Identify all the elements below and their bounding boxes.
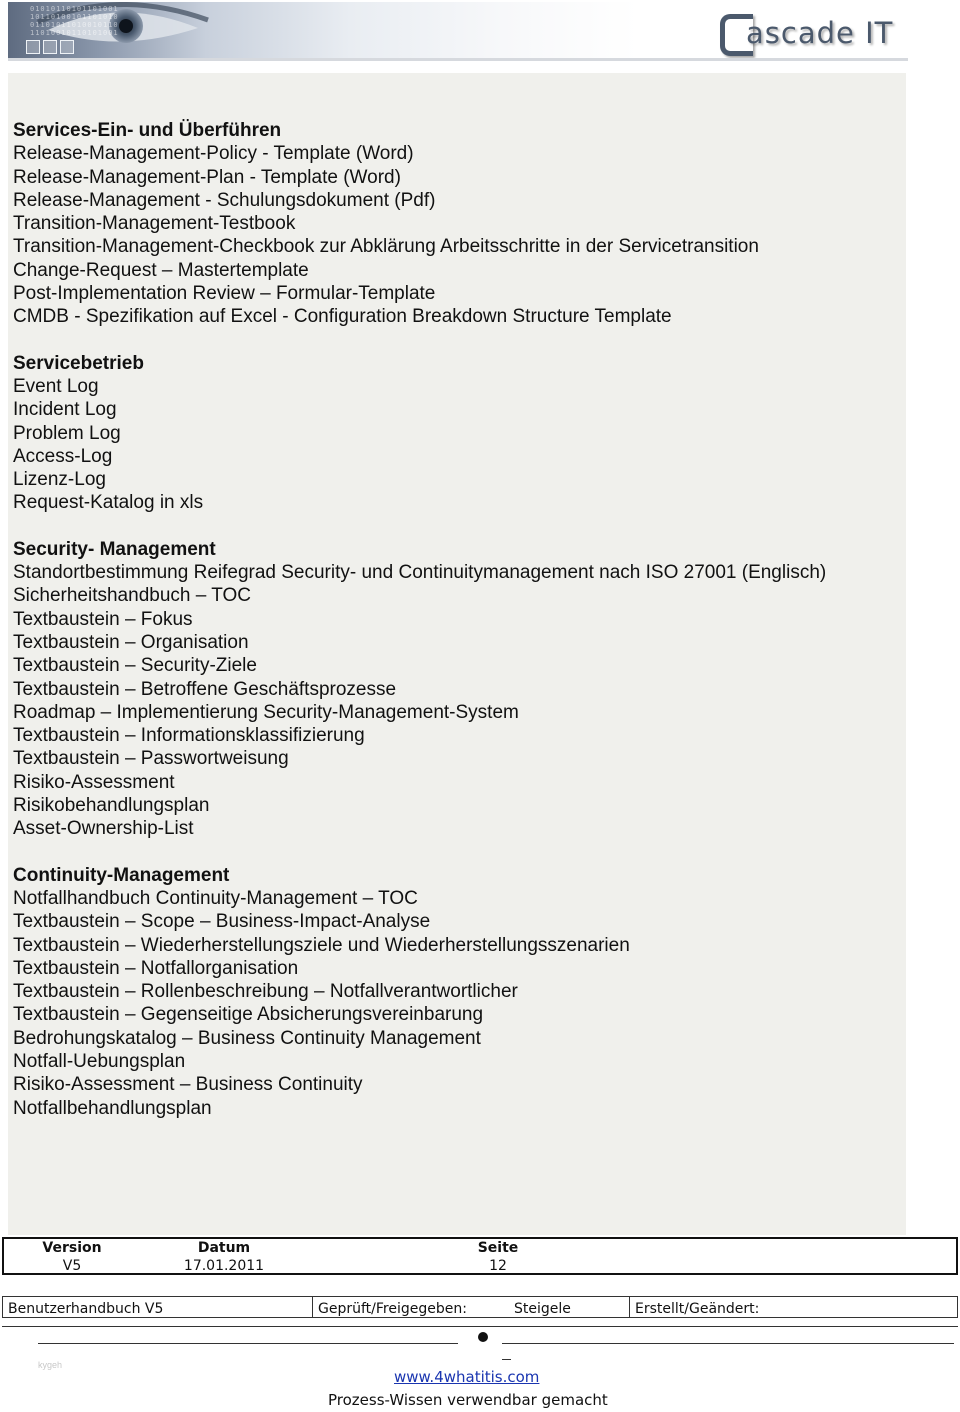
section-services-transition — [13, 119, 913, 329]
cell-divider — [629, 1297, 630, 1317]
version-value: V5 — [62, 1258, 82, 1274]
logo-text: ascade IT — [746, 16, 894, 50]
list-item: Lizenz-Log — [13, 469, 106, 491]
bullet-dot — [478, 1332, 488, 1342]
decorative-squares — [26, 40, 77, 58]
list-item: Textbaustein – Security-Ziele — [13, 655, 257, 677]
list-item: Problem Log — [13, 422, 121, 444]
list-item: Textbaustein – Organisation — [13, 631, 249, 653]
header-banner — [8, 2, 908, 58]
document-name: Benutzerhandbuch V5 — [8, 1301, 164, 1317]
cell-divider — [312, 1297, 313, 1317]
company-logo — [720, 12, 908, 56]
version-label: Version — [42, 1240, 102, 1256]
list-item: Incident Log — [13, 399, 117, 421]
version-cell — [32, 1239, 112, 1275]
created-label: Erstellt/Geändert: — [635, 1301, 760, 1317]
list-item: Release-Management-Policy - Template (Word) — [13, 143, 414, 165]
list-item: Textbaustein – Wiederherstellungsziele und Wiederherstellungsszenarien — [13, 934, 630, 956]
list-item: Risiko-Assessment – Business Continuity — [13, 1074, 363, 1096]
list-item: Release-Management-Plan - Template (Word) — [13, 166, 401, 188]
section-heading: Servicebetrieb — [13, 352, 144, 374]
header-divider — [8, 58, 908, 61]
page-value: 12 — [489, 1258, 507, 1274]
list-item: Asset-Ownership-List — [13, 818, 194, 840]
date-value: 17.01.2011 — [183, 1258, 265, 1274]
tagline: Prozess-Wissen verwendbar gemacht — [328, 1391, 608, 1409]
list-item: Notfallbehandlungsplan — [13, 1097, 212, 1119]
checked-value: Steigele — [514, 1301, 571, 1317]
document-info-row — [2, 1296, 958, 1318]
list-item: Textbaustein – Fokus — [13, 608, 193, 630]
section-heading: Security- Management — [13, 538, 216, 560]
list-item: Event Log — [13, 375, 99, 397]
list-item: CMDB - Spezifikation auf Excel - Configuration Breakdown Structure Template — [13, 306, 672, 328]
list-item: Post-Implementation Review – Formular-Template — [13, 283, 436, 305]
document-content — [13, 119, 913, 1143]
small-dash — [502, 1359, 511, 1360]
footer-rule — [2, 1326, 958, 1327]
list-item: Textbaustein – Notfallorganisation — [13, 957, 299, 979]
list-item: Release-Management - Schulungsdokument (Pdf) — [13, 189, 436, 211]
list-item: Transition-Management-Checkbook zur Abklärung Arbeitsschritte in der Servicetransition — [13, 236, 759, 258]
binary-pattern: 01010110101101001 10110100101101010 01101011010010110 11010010110101001 — [30, 5, 119, 37]
list-item: Textbaustein – Passwortweisung — [13, 748, 289, 770]
checked-label: Geprüft/Freigegeben: — [318, 1301, 467, 1317]
section-heading: Services-Ein- und Überführen — [13, 120, 282, 141]
section-security-management — [13, 538, 913, 841]
list-item: Request-Katalog in xls — [13, 492, 204, 514]
list-item: Textbaustein – Scope – Business-Impact-Analyse — [13, 911, 431, 933]
website-link[interactable]: www.4whatitis.com — [394, 1368, 540, 1386]
version-table — [2, 1237, 958, 1275]
list-item: Sicherheitshandbuch – TOC — [13, 585, 252, 607]
list-item: Risiko-Assessment — [13, 771, 175, 793]
page-label: Seite — [477, 1240, 519, 1256]
section-continuity-management — [13, 864, 913, 1120]
list-item: Roadmap – Implementierung Security-Management-System — [13, 701, 519, 723]
footer-rule-left — [38, 1343, 458, 1344]
list-item: Textbaustein – Rollenbeschreibung – Notfallverantwortlicher — [13, 981, 518, 1003]
list-item: Standortbestimmung Reifegrad Security- und Continuitymanagement nach ISO 27001 (Englisch) — [13, 562, 827, 584]
list-item: Change-Request – Mastertemplate — [13, 259, 309, 281]
section-service-operation — [13, 352, 913, 515]
list-item: Notfallhandbuch Continuity-Management – TOC — [13, 887, 418, 909]
list-item: Transition-Management-Testbook — [13, 213, 296, 235]
faint-text: kygeh — [38, 1360, 63, 1370]
list-item: Bedrohungskatalog – Business Continuity Management — [13, 1027, 481, 1049]
list-item: Textbaustein – Informationsklassifizierung — [13, 725, 365, 747]
list-item: Textbaustein – Gegenseitige Absicherungsvereinbarung — [13, 1004, 484, 1026]
list-item: Access-Log — [13, 445, 113, 467]
list-item: Notfall-Uebungsplan — [13, 1050, 186, 1072]
list-item: Textbaustein – Betroffene Geschäftsprozesse — [13, 678, 397, 700]
list-item: Risikobehandlungsplan — [13, 795, 210, 817]
page-cell — [462, 1239, 534, 1275]
section-heading: Continuity-Management — [13, 864, 230, 886]
date-label: Datum — [197, 1240, 251, 1256]
date-cell — [174, 1239, 274, 1275]
footer-rule-right — [502, 1343, 954, 1344]
